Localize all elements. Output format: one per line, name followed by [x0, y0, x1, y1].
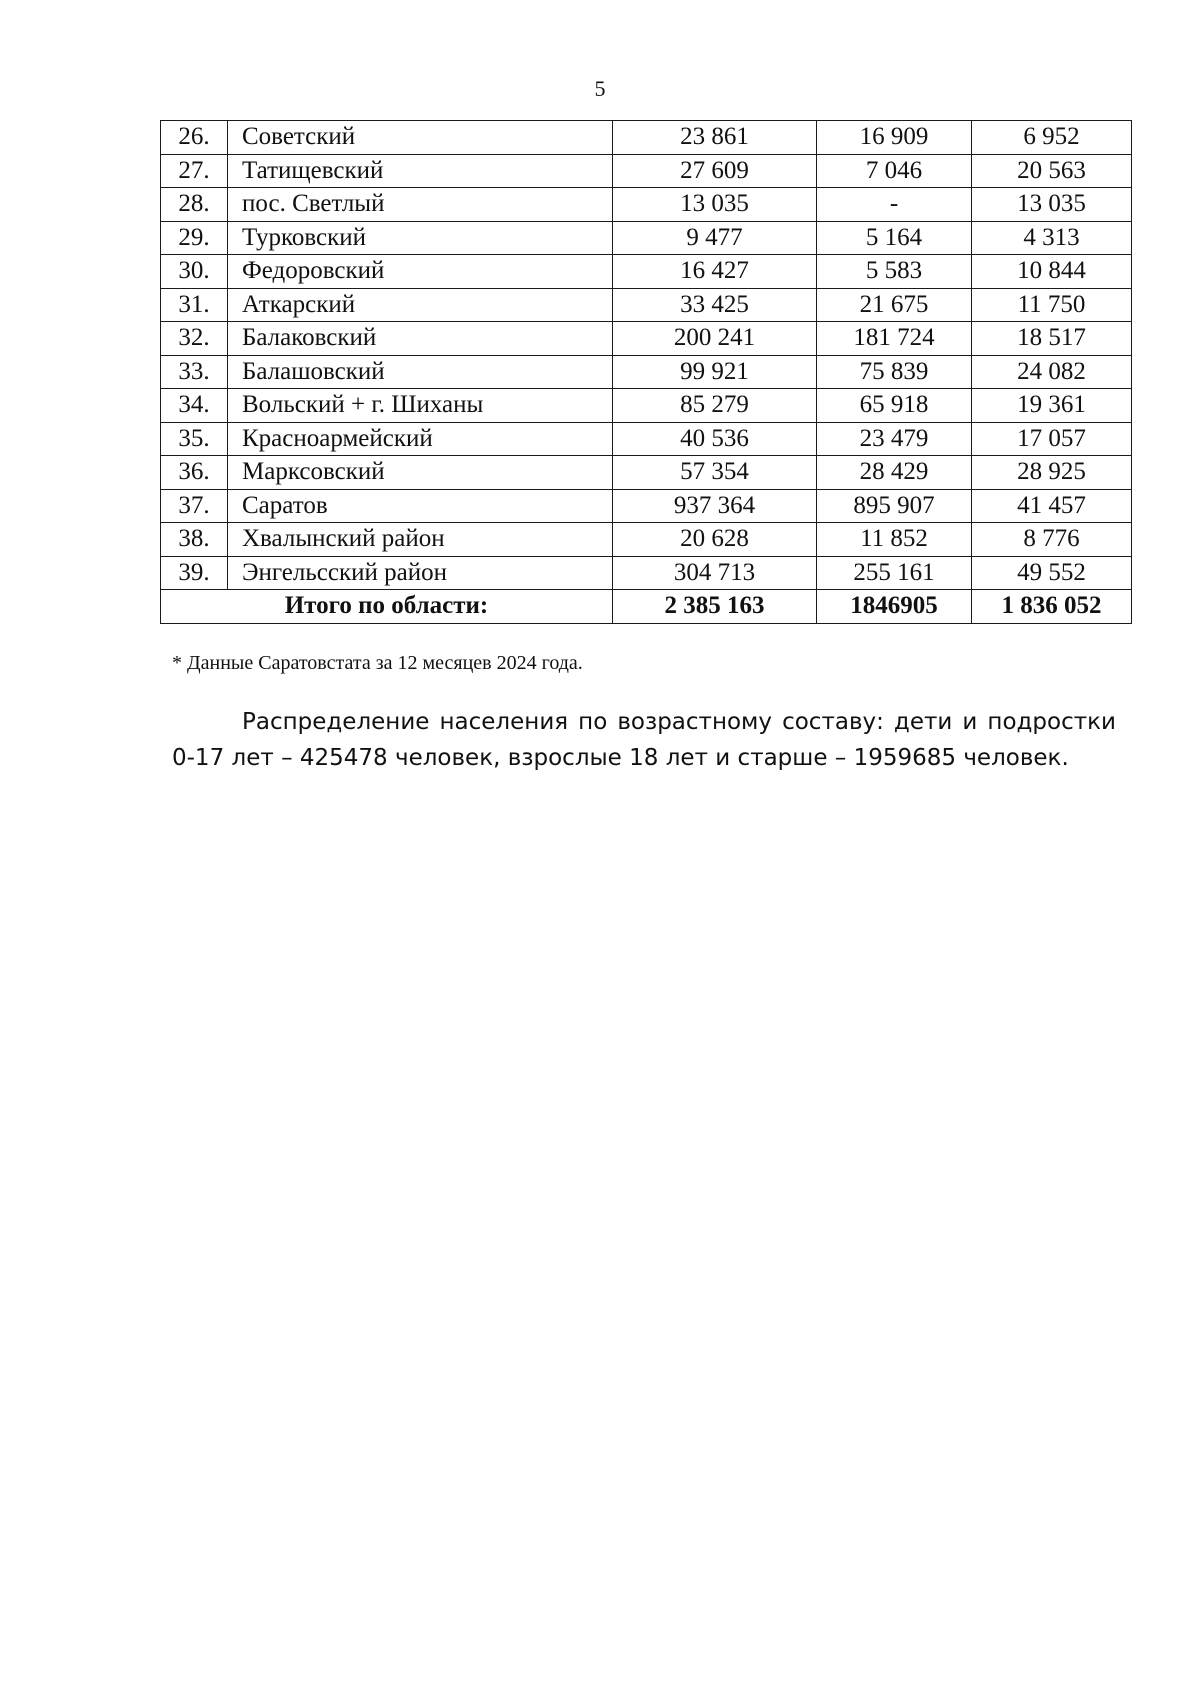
district-name-cell: Балашовский [228, 355, 613, 389]
table-row [161, 456, 1132, 490]
rural-population-cell: 19 361 [972, 389, 1132, 423]
district-name-cell: Аткарский [228, 288, 613, 322]
table-row [161, 154, 1132, 188]
rural-population-cell: 20 563 [972, 154, 1132, 188]
total-population-cell: 27 609 [613, 154, 817, 188]
row-number-cell: 30. [161, 255, 228, 289]
total-label: Итого по области: [161, 590, 613, 624]
rural-population-cell: 13 035 [972, 188, 1132, 222]
urban-population-cell: 65 918 [817, 389, 972, 423]
total-population-cell: 57 354 [613, 456, 817, 490]
rural-population-cell: 4 313 [972, 221, 1132, 255]
row-number-cell: 38. [161, 523, 228, 557]
urban-population-cell: 11 852 [817, 523, 972, 557]
age-distribution-paragraph [172, 704, 1116, 776]
district-name-cell: пос. Светлый [228, 188, 613, 222]
total-population-cell: 304 713 [613, 556, 817, 590]
district-name-cell: Федоровский [228, 255, 613, 289]
row-number-cell: 31. [161, 288, 228, 322]
district-name-cell: Марксовский [228, 456, 613, 490]
district-name-cell: Советский [228, 121, 613, 155]
table-row [161, 188, 1132, 222]
district-name-cell: Вольский + г. Шиханы [228, 389, 613, 423]
rural-population-cell: 11 750 [972, 288, 1132, 322]
urban-population-cell: 5 164 [817, 221, 972, 255]
district-name-cell: Балаковский [228, 322, 613, 356]
district-name-cell: Красноармейский [228, 422, 613, 456]
district-name-cell: Турковский [228, 221, 613, 255]
urban-population-cell: 181 724 [817, 322, 972, 356]
row-number-cell: 26. [161, 121, 228, 155]
row-number-cell: 32. [161, 322, 228, 356]
row-number-cell: 36. [161, 456, 228, 490]
district-name-cell: Татищевский [228, 154, 613, 188]
urban-population-cell: 75 839 [817, 355, 972, 389]
paragraph-line-2: 0-17 лет – 425478 человек, взрослые 18 лет и старше – 1959685 человек. [172, 745, 1069, 771]
population-table [160, 120, 1132, 624]
row-number-cell: 27. [161, 154, 228, 188]
urban-population-cell: 23 479 [817, 422, 972, 456]
row-number-cell: 33. [161, 355, 228, 389]
table-row [161, 221, 1132, 255]
paragraph-line-1: Распределение населения по возрастному составу: дети и подростки [242, 709, 1116, 735]
table-row [161, 523, 1132, 557]
urban-population-cell: 28 429 [817, 456, 972, 490]
table-row [161, 121, 1132, 155]
urban-population-cell: 21 675 [817, 288, 972, 322]
urban-population-cell: 255 161 [817, 556, 972, 590]
district-name-cell: Энгельсский район [228, 556, 613, 590]
total-population-cell: 13 035 [613, 188, 817, 222]
district-name-cell: Саратов [228, 489, 613, 523]
total-population-cell: 85 279 [613, 389, 817, 423]
rural-population-cell: 49 552 [972, 556, 1132, 590]
rural-population-cell: 8 776 [972, 523, 1132, 557]
table-row [161, 556, 1132, 590]
table-row [161, 489, 1132, 523]
rural-population-cell: 18 517 [972, 322, 1132, 356]
urban-population-cell: 16 909 [817, 121, 972, 155]
urban-population-cell: 895 907 [817, 489, 972, 523]
total-population-cell: 200 241 [613, 322, 817, 356]
rural-population-cell: 41 457 [972, 489, 1132, 523]
total-population-cell: 937 364 [613, 489, 817, 523]
total-population-cell: 16 427 [613, 255, 817, 289]
urban-population-cell: - [817, 188, 972, 222]
urban-population-cell: 5 583 [817, 255, 972, 289]
page-number: 5 [594, 76, 606, 101]
table-row [161, 355, 1132, 389]
row-number-cell: 39. [161, 556, 228, 590]
footnote: * Данные Саратовстата за 12 месяцев 2024 года. [172, 652, 583, 674]
total-population-cell: 20 628 [613, 523, 817, 557]
rural-population-cell: 6 952 [972, 121, 1132, 155]
total-population-cell: 33 425 [613, 288, 817, 322]
rural-population-cell: 10 844 [972, 255, 1132, 289]
rural-population-cell: 24 082 [972, 355, 1132, 389]
total-value-total-population: 2 385 163 [613, 590, 817, 624]
table-body [161, 121, 1132, 624]
table-row [161, 422, 1132, 456]
district-name-cell: Хвалынский район [228, 523, 613, 557]
table-row [161, 288, 1132, 322]
population-table-container [160, 120, 1132, 624]
total-value-urban-population: 1846905 [817, 590, 972, 624]
total-population-cell: 99 921 [613, 355, 817, 389]
total-population-cell: 40 536 [613, 422, 817, 456]
urban-population-cell: 7 046 [817, 154, 972, 188]
table-row [161, 389, 1132, 423]
row-number-cell: 29. [161, 221, 228, 255]
total-population-cell: 9 477 [613, 221, 817, 255]
total-row [161, 590, 1132, 624]
table-row [161, 255, 1132, 289]
total-population-cell: 23 861 [613, 121, 817, 155]
row-number-cell: 37. [161, 489, 228, 523]
row-number-cell: 28. [161, 188, 228, 222]
table-row [161, 322, 1132, 356]
rural-population-cell: 28 925 [972, 456, 1132, 490]
row-number-cell: 34. [161, 389, 228, 423]
row-number-cell: 35. [161, 422, 228, 456]
total-value-rural-population: 1 836 052 [972, 590, 1132, 624]
rural-population-cell: 17 057 [972, 422, 1132, 456]
